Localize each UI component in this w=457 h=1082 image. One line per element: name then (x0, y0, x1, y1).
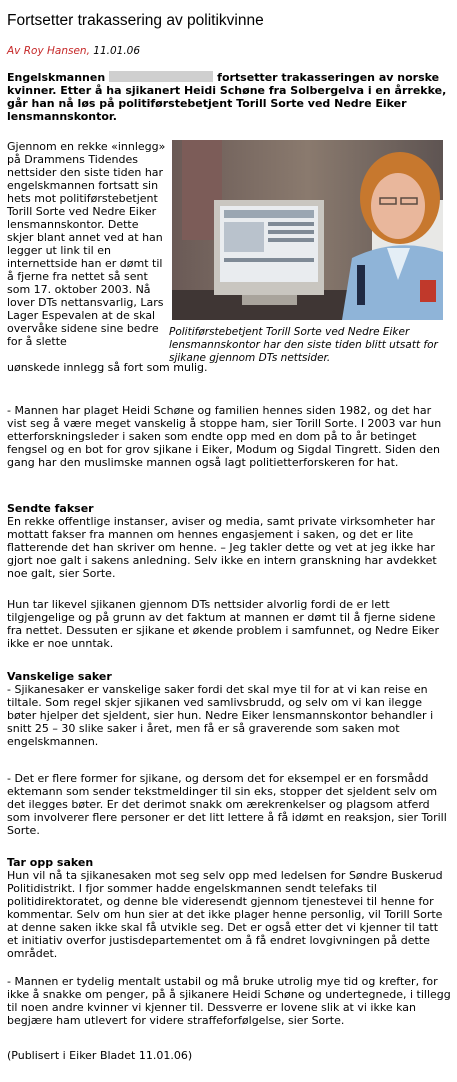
intro-tail: uønskede innlegg så fort som mulig. (7, 361, 208, 374)
lead-rest: fortsetter trakasseringen av norske kvinner. Etter å ha sjikanert Heidi Schøne fra Solbergelva i en årrekke, går han nå løs på politiførstebetjent Torill Sorte ved Nedre Eiker lensmannskontor. (7, 71, 447, 123)
section-sendte-fakser (7, 502, 451, 580)
article-lead (7, 71, 451, 123)
lead-start: Engelskmannen (7, 71, 106, 84)
publish-date: 11.01.06 (93, 45, 141, 57)
subheading-sendte-fakser: Sendte fakser (7, 502, 94, 515)
paragraph-1: - Mannen har plaget Heidi Schøne og familien hennes siden 1982, og det har vist seg å være meget vanskelig å stoppe ham, sier Torill Sorte. I 2003 var hun etterforskningsleder i saken som endte opp med en dom på to år betinget fengsel og en bot for grov sjikane i Eiker, Modum og Sigdal Tingrett. Siden den gang har den muslimske mannen også lagt politietterforskeren for hat. (7, 404, 442, 469)
section-vanskelige-saker (7, 670, 451, 748)
subheading-tar-opp-saken: Tar opp saken (7, 856, 94, 869)
paragraph-3: Hun tar likevel sjikanen gjennom DTs nettsider alvorlig fordi de er lett tilgjengelige og på grunn av det faktum at mannen er dømt til å fjerne sidene fra nettet. Dessuten er sjikane et økende problem i samfunnet, og Nedre Eiker ikke er noe unntak. (7, 598, 439, 650)
article-photo (172, 140, 443, 320)
subheading-vanskelige-saker: Vanskelige saker (7, 670, 112, 683)
paragraph-5: - Det er flere former for sjikane, og dersom det for eksempel er en forsmådd ektemann som sender tekstmeldinger til sin eks, stopper det sjeldent selv om det ilegges bøter. Er det derimot snakk om ærekrenkelser og plagsom atferd som involverer flere personer er det litt lettere å få idømt en reaksjon, sier Torill Sorte. (7, 772, 447, 837)
paragraph-2: En rekke offentlige instanser, aviser og media, samt private virksomheter har mottatt fakser fra mannen om hennes engasjement i saken, og det er lite flatterende det han skriver om henne. – Jeg takler dette og vet at jeg ikke har gjort noe galt i sakens anledning. Selv ikke en intern granskning har avdekket noe galt, sier Sorte. (7, 515, 437, 580)
byline (7, 45, 140, 58)
paragraph-6: Hun vil nå ta sjikanesaken mot seg selv opp med ledelsen for Søndre Buskerud Politidistrikt. I fjor sommer hadde engelskmannen sendt telefaks til politidirektoratet, og denne ble videresendt gjennom tjenestevei til henne for kommentar. Selv om hun sier at det ikke plager henne personlig, vil Torill Sorte at denne saken ikke skal få utvikle seg. Det er også etter det vi kjenner til tatt et initiativ overfor justisdepartementet om å få endret lovgivningen på dette området. (7, 869, 443, 960)
publication-note: (Publisert i Eiker Bladet 11.01.06) (7, 1049, 193, 1062)
section-tar-opp-saken (7, 856, 451, 960)
redacted-name (109, 71, 213, 82)
intro-paragraph: Gjennom en rekke «innlegg» på Drammens Tidendes nettsider den siste tiden har engelskmannen fortsatt sin hets mot politiførstebetjent Torill Sorte ved Nedre Eiker lensmannskontor. Dette skjer blant annet ved at han legger ut link til en internettside han er dømt til å fjerne fra nettet så sent som 17. oktober 2003. Nå lover DTs nettansvarlig, Lars Lager Espevalen at de skal overvåke sidene sine bedre for å slette (7, 140, 166, 348)
photo-caption: Politiførstebetjent Torill Sorte ved Nedre Eiker lensmannskontor har den siste tiden blitt utsatt for sjikane gjennom DTs nettsider. (169, 326, 438, 364)
paragraph-4: - Sjikanesaker er vanskelige saker fordi det skal mye til for at vi kan reise en tiltale. Som regel skjer sjikanen ved samlivsbrudd, og selv om vi kan ilegge bøter hjelper det sjeldent, sier hun. Nedre Eiker lensmannskontor behandler i snitt 25 – 30 slike saker i året, men få er så graverende som saken mot engelskmannen. (7, 683, 434, 748)
paragraph-7: - Mannen er tydelig mentalt ustabil og må bruke utrolig mye tid og krefter, for ikke å snakke om penger, på å sjikanere Heidi Schøne og undertegnede, i tillegg til noen andre kvinner vi kjenner til. Dessverre er lovene slik at vi ikke kan begjære ham utlevert for videre straffeforfølgelse, sier Sorte. (7, 975, 451, 1027)
photo-illustration (172, 140, 443, 320)
author-name: Av Roy Hansen, (7, 45, 90, 57)
article-title: Fortsetter trakassering av politikvinne (7, 12, 264, 29)
